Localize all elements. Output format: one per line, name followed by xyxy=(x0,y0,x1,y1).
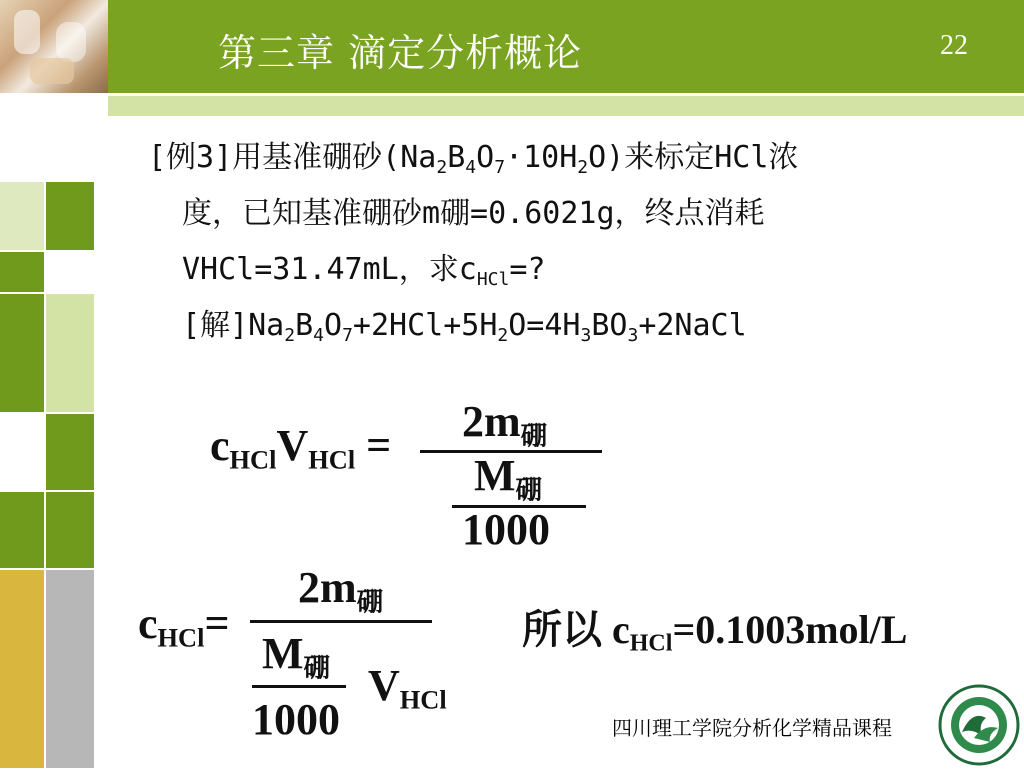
eq2-inner-fraction-bar xyxy=(252,685,346,688)
header-photo xyxy=(0,0,108,93)
sidebar-block xyxy=(46,414,94,490)
eq2-volume: $V_{HCl}$ xyxy=(368,661,447,715)
slide-number: 22 xyxy=(940,30,968,61)
eq2-denominator-top: $M_硼$ xyxy=(262,629,330,683)
sidebar-block xyxy=(0,182,44,250)
glassware-shape xyxy=(14,10,40,54)
sidebar-block xyxy=(46,118,94,180)
sidebar-block xyxy=(0,570,44,768)
eq2-denominator-bottom: 1000 xyxy=(252,695,340,744)
eq2-numerator: $2m_硼$ xyxy=(298,563,384,617)
band-left-white xyxy=(0,96,108,116)
problem-line-3: VHCl=31.47mL，求$c_{HCl}=$? xyxy=(182,252,546,290)
sidebar-block xyxy=(46,294,94,412)
answer-text: 所以 $c_{HCl}=0.1003mol/L$ xyxy=(522,607,908,657)
sidebar-block xyxy=(0,492,44,568)
sidebar-block xyxy=(0,252,44,292)
problem-line-2: 度，已知基准硼砂m硼=0.6021g，终点消耗 xyxy=(182,196,765,231)
sidebar-block xyxy=(46,492,94,568)
eq2-lhs: $c_{HCl}=$ xyxy=(138,599,230,653)
solution-reaction: [解]$Na_2B_4O_7+2HCl+5H_2O=4H_3BO_3+2NaCl$ xyxy=(182,308,747,346)
slide-title: 第三章 滴定分析概论 xyxy=(218,31,583,75)
eq1-denominator-top: $M_硼$ xyxy=(474,451,542,505)
sidebar-block xyxy=(0,118,44,180)
sidebar-block xyxy=(46,182,94,250)
sidebar-block xyxy=(0,294,44,412)
university-seal-icon xyxy=(938,684,1020,766)
light-band xyxy=(0,96,1024,116)
eq2-main-fraction-bar xyxy=(250,620,432,623)
glassware-shape xyxy=(56,22,86,62)
problem-line-1: [例3]用基准硼砂$(Na_2B_4O_7\cdot 10H_2O)$来标定HCl浓 xyxy=(148,140,799,178)
sidebar-block xyxy=(0,414,44,490)
university-logo xyxy=(938,684,1020,766)
hand-shape xyxy=(30,58,74,84)
course-footer: 四川理工学院分析化学精品课程 xyxy=(612,716,892,740)
eq1-lhs: $c_{HCl}V_{HCl}$ = xyxy=(210,421,392,475)
sidebar-block xyxy=(46,252,94,292)
eq1-denominator-bottom: 1000 xyxy=(462,505,550,554)
eq1-numerator: $2m_硼$ xyxy=(462,397,548,451)
sidebar-block xyxy=(46,570,94,768)
